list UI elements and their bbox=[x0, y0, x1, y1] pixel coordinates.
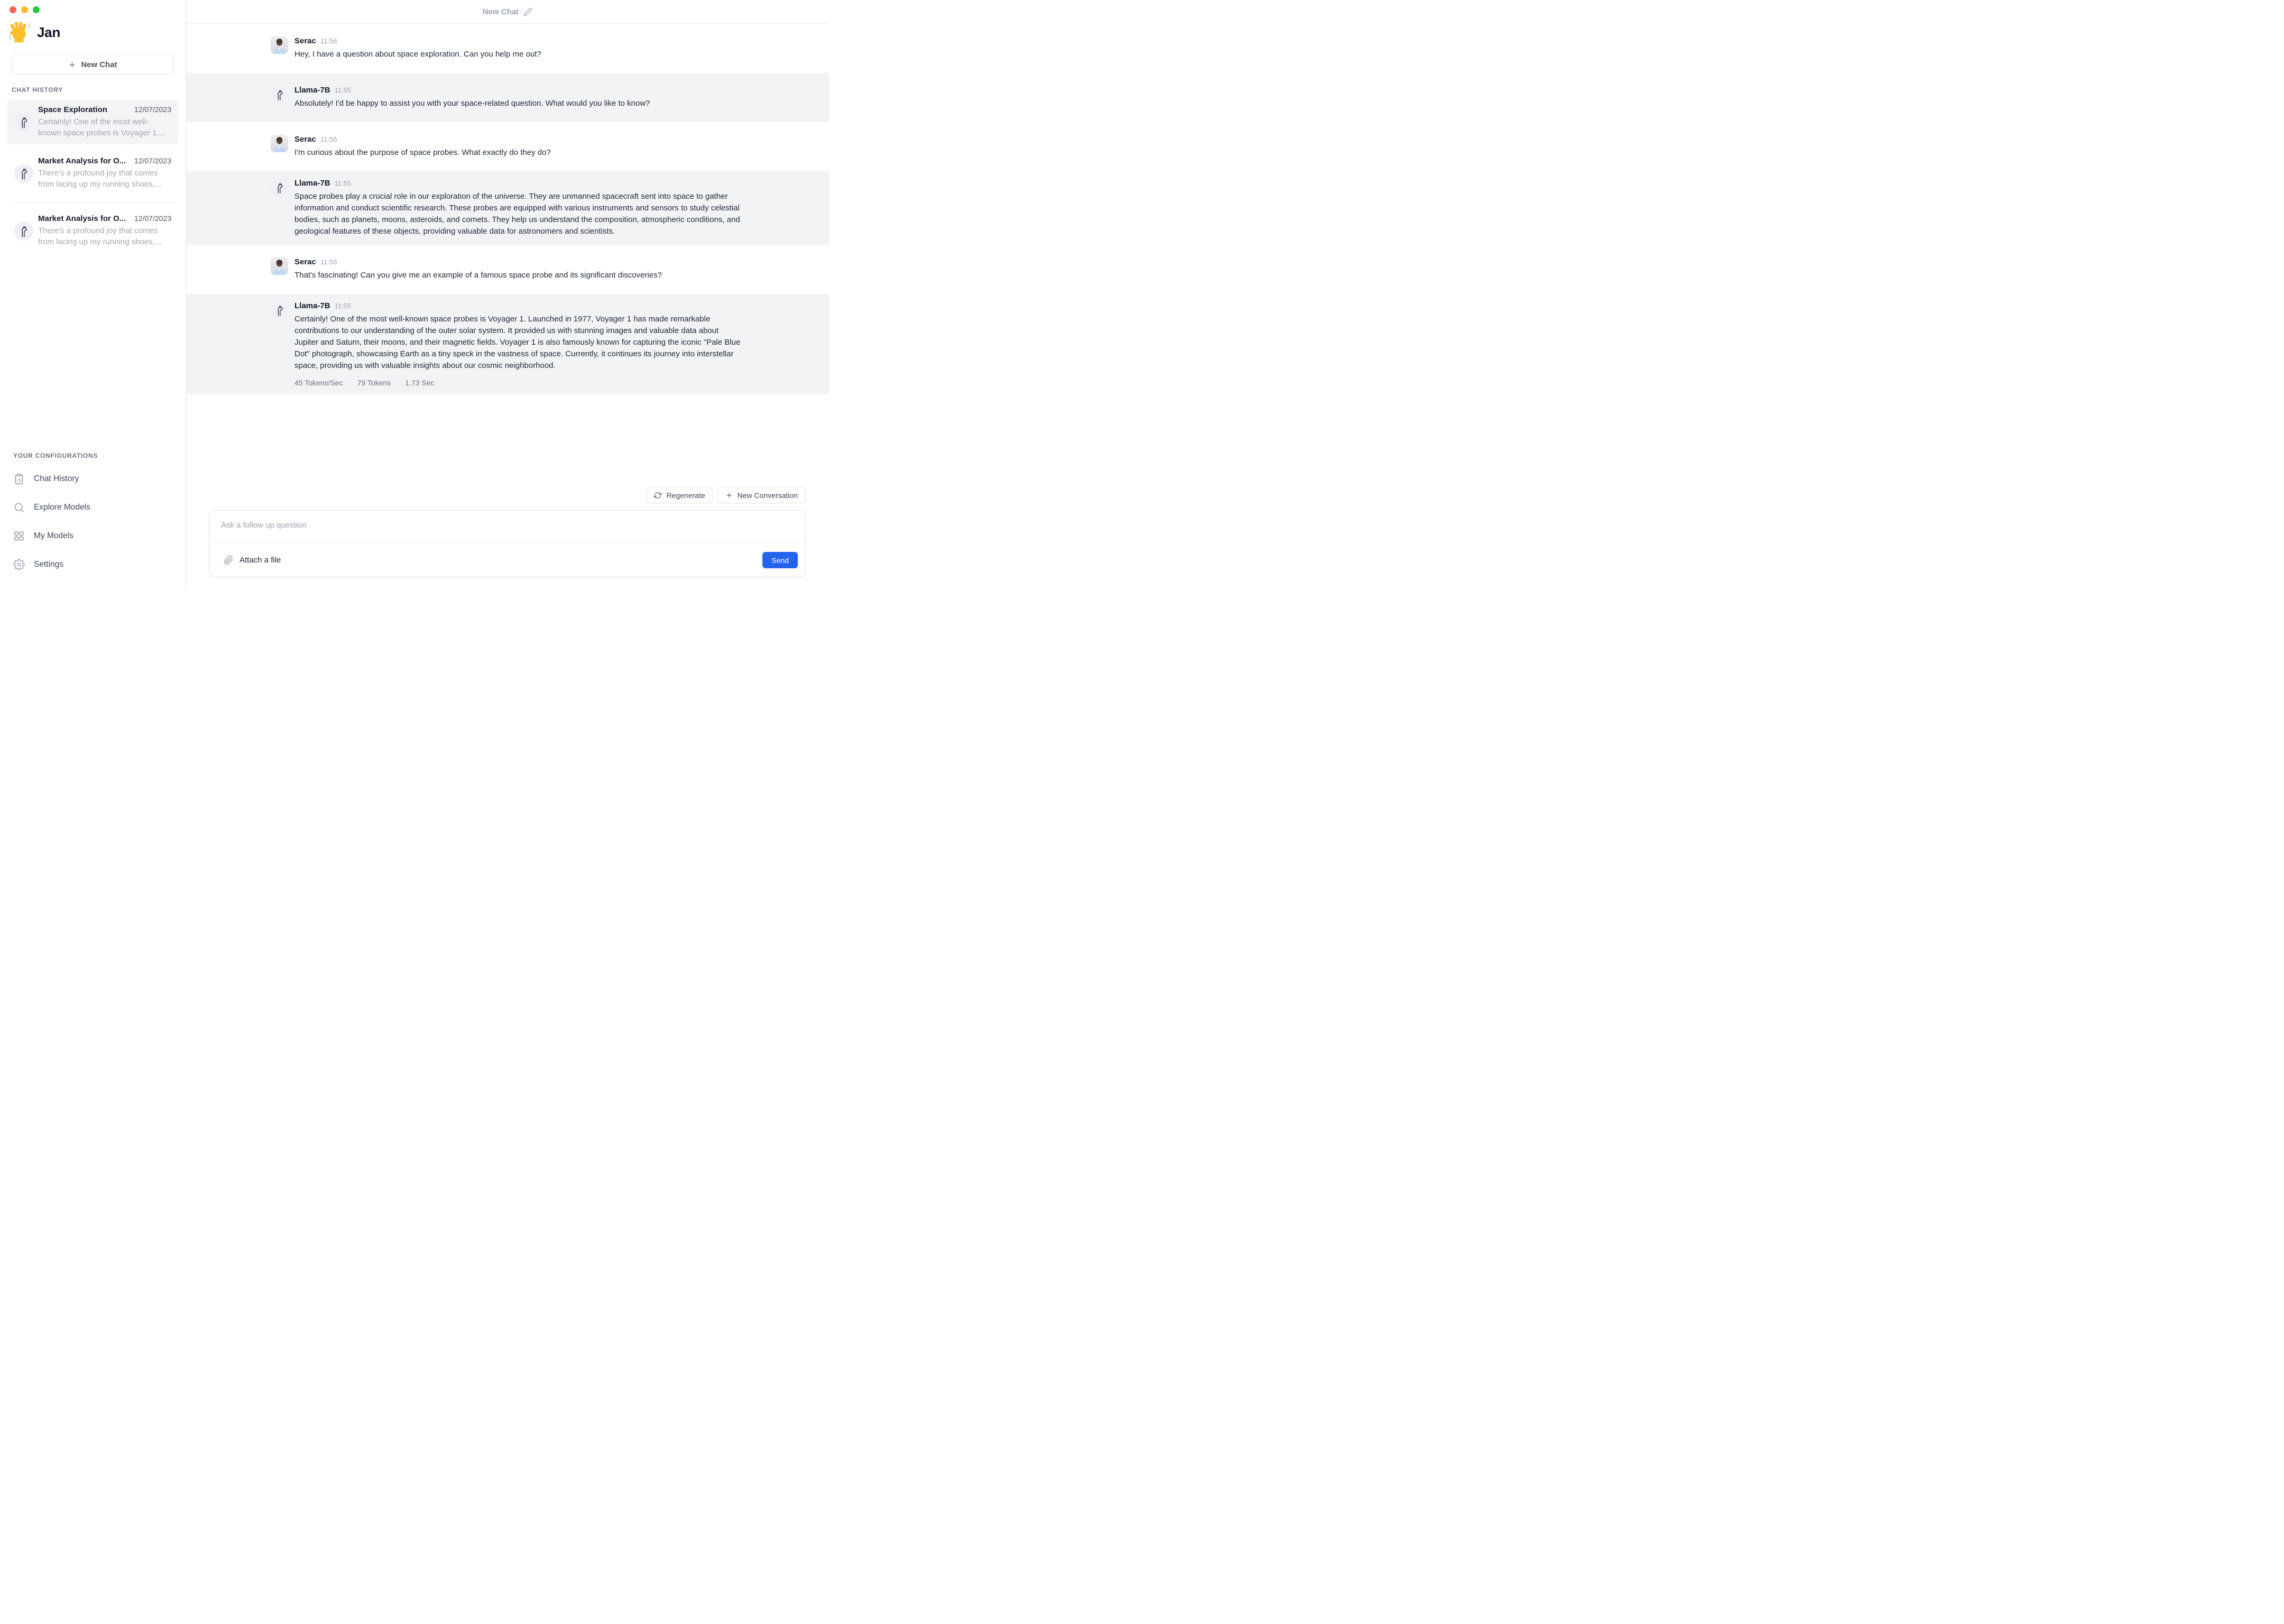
composer bbox=[186, 487, 829, 589]
regenerate-button[interactable] bbox=[646, 487, 713, 503]
message-text: Absolutely! I'd be happy to assist you with your space-related question. What would you like to know? bbox=[294, 99, 650, 108]
message-row-assistant bbox=[186, 294, 829, 394]
message-author: Llama-7B bbox=[294, 179, 330, 188]
message-row-user bbox=[186, 122, 829, 171]
chat-history-list bbox=[0, 100, 186, 253]
message-row-user bbox=[186, 245, 829, 294]
sidebar-item-settings[interactable] bbox=[13, 550, 186, 579]
gear-icon bbox=[13, 559, 25, 570]
regenerate-button-label: Regenerate bbox=[666, 491, 705, 500]
chat-item-title: Market Analysis for O... bbox=[38, 214, 126, 223]
refresh-icon bbox=[654, 492, 661, 499]
message-row-assistant bbox=[186, 73, 829, 122]
new-chat-button-label: New Chat bbox=[81, 60, 117, 69]
grid-icon bbox=[13, 530, 25, 542]
send-button[interactable]: Send bbox=[762, 552, 798, 568]
llama-icon bbox=[273, 88, 286, 101]
person-icon bbox=[271, 36, 288, 54]
duration-stat: 1.73 Sec bbox=[405, 379, 435, 387]
chat-header bbox=[186, 0, 829, 24]
person-icon bbox=[271, 135, 288, 152]
sidebar-item-label: My Models bbox=[34, 531, 73, 540]
chat-history-item-market-analysis-1[interactable] bbox=[7, 151, 178, 196]
message-text: I'm curious about the purpose of space probes. What exactly do they do? bbox=[294, 148, 551, 157]
llama-avatar bbox=[271, 86, 288, 103]
attach-file-button[interactable] bbox=[224, 555, 281, 565]
chat-history-item-market-analysis-2[interactable] bbox=[7, 209, 178, 253]
sidebar-item-chat-history[interactable] bbox=[13, 465, 186, 493]
chat-history-section-label: CHAT HISTORY bbox=[12, 86, 63, 94]
pencil-icon[interactable] bbox=[523, 7, 532, 16]
generation-stats bbox=[294, 379, 741, 387]
chat-item-title: Space Exploration bbox=[38, 105, 107, 114]
maximize-window-button[interactable] bbox=[33, 6, 40, 13]
llama-avatar bbox=[14, 113, 33, 132]
message-input[interactable] bbox=[221, 521, 794, 530]
attach-file-label: Attach a file bbox=[240, 556, 281, 565]
sidebar-item-label: Chat History bbox=[34, 474, 79, 483]
composer-actions bbox=[209, 487, 806, 503]
message-text: Hey, I have a question about space exploration. Can you help me out? bbox=[294, 50, 541, 59]
message-author: Llama-7B bbox=[294, 86, 330, 95]
llama-icon bbox=[17, 115, 31, 129]
llama-avatar bbox=[271, 301, 288, 319]
new-chat-button[interactable] bbox=[12, 54, 174, 75]
sidebar-item-explore-models[interactable] bbox=[13, 493, 186, 522]
tokens-stat: 79 Tokens bbox=[357, 379, 391, 387]
chat-title: New Chat bbox=[482, 7, 519, 16]
message-input-container bbox=[209, 510, 806, 577]
message-text: Space probes play a crucial role in our exploration of the universe. They are unmanned spacecraft sent into space to gather information and conduct scientific research. These probes are equipped with various instruments and sensors to study celestial bodies, such as planets, moons, asteroids, and comets. They help us understand the composition, atmospheric conditions, and geological features of these objects, providing valuable data for astronomers and scientists. bbox=[294, 192, 740, 236]
chat-item-date: 12/07/2023 bbox=[134, 105, 171, 114]
composer-toolbar bbox=[209, 543, 805, 577]
llama-icon bbox=[17, 167, 31, 180]
message-time: 11:55 bbox=[334, 179, 352, 187]
chat-item-date: 12/07/2023 bbox=[134, 156, 171, 165]
sidebar-item-my-models[interactable] bbox=[13, 522, 186, 550]
jan-app-window bbox=[0, 0, 829, 589]
chat-history-item-space-exploration[interactable] bbox=[7, 100, 178, 144]
user-avatar bbox=[271, 135, 288, 152]
waving-hand-icon bbox=[7, 20, 32, 44]
paperclip-icon bbox=[224, 555, 234, 565]
search-icon bbox=[13, 502, 25, 513]
message-author: Serac bbox=[294, 135, 316, 144]
sidebar-item-label: Explore Models bbox=[34, 503, 90, 512]
sidebar-item-label: Settings bbox=[34, 560, 64, 569]
message-time: 11:55 bbox=[334, 86, 352, 94]
minimize-window-button[interactable] bbox=[21, 6, 28, 13]
app-name: Jan bbox=[37, 24, 60, 40]
window-controls bbox=[10, 6, 40, 13]
plus-icon bbox=[68, 61, 76, 69]
llama-icon bbox=[273, 181, 286, 194]
tokens-per-sec-stat: 45 Tokens/Sec bbox=[294, 379, 343, 387]
llama-avatar bbox=[271, 179, 288, 196]
chat-item-body bbox=[38, 156, 171, 190]
chat-main-panel bbox=[186, 0, 829, 589]
message-author: Llama-7B bbox=[294, 301, 330, 310]
llama-avatar bbox=[14, 222, 33, 241]
llama-avatar bbox=[14, 164, 33, 183]
message-time: 11:55 bbox=[334, 302, 352, 310]
message-row-assistant bbox=[186, 171, 829, 245]
message-text: That's fascinating! Can you give me an example of a famous space probe and its significant discoveries? bbox=[294, 271, 662, 280]
chat-item-body bbox=[38, 214, 171, 247]
chat-item-date: 12/07/2023 bbox=[134, 214, 171, 223]
chat-item-body bbox=[38, 105, 171, 139]
message-author: Serac bbox=[294, 257, 316, 266]
message-author: Serac bbox=[294, 36, 316, 45]
chat-item-preview: There's a profound joy that comes from lacing up my running shoes,... bbox=[38, 226, 162, 246]
new-conversation-button-label: New Conversation bbox=[737, 491, 798, 500]
app-logo bbox=[7, 20, 186, 44]
llama-icon bbox=[17, 224, 31, 238]
close-window-button[interactable] bbox=[10, 6, 16, 13]
user-avatar bbox=[271, 36, 288, 54]
message-input-area bbox=[209, 511, 805, 543]
sidebar bbox=[0, 0, 186, 589]
plus-icon bbox=[725, 492, 733, 499]
chat-item-preview: Certainly! One of the most well-known space probes is Voyager 1.... bbox=[38, 117, 165, 137]
configurations-section-label: YOUR CONFIGURATIONS bbox=[13, 452, 98, 459]
message-time: 11:56 bbox=[320, 135, 337, 143]
configurations-section bbox=[0, 452, 186, 589]
message-time: 11:56 bbox=[320, 258, 337, 266]
message-row-user bbox=[186, 24, 829, 73]
message-time: 11:56 bbox=[320, 37, 337, 45]
chat-item-preview: There's a profound joy that comes from lacing up my running shoes,... bbox=[38, 169, 162, 189]
user-avatar bbox=[271, 257, 288, 275]
llama-icon bbox=[273, 304, 286, 317]
chat-item-title: Market Analysis for O... bbox=[38, 156, 126, 165]
new-conversation-button[interactable] bbox=[717, 487, 806, 503]
message-text: Certainly! One of the most well-known space probes is Voyager 1. Launched in 1977, Voyager 1 has made remarkable contributions to our understanding of the outer solar system. It provided us with stunning images and valuable data about Jupiter and Saturn, their moons, and their magnetic fields. Voyager 1 is also famously known for capturing the iconic "Pale Blue Dot" photograph, showcasing Earth as a tiny speck in the vastness of space. Currently, it continues its journey into interstellar space, providing us with valuable insights about our cosmic neighborhood. bbox=[294, 315, 741, 370]
person-icon bbox=[271, 257, 288, 275]
clipboard-icon bbox=[13, 473, 25, 485]
